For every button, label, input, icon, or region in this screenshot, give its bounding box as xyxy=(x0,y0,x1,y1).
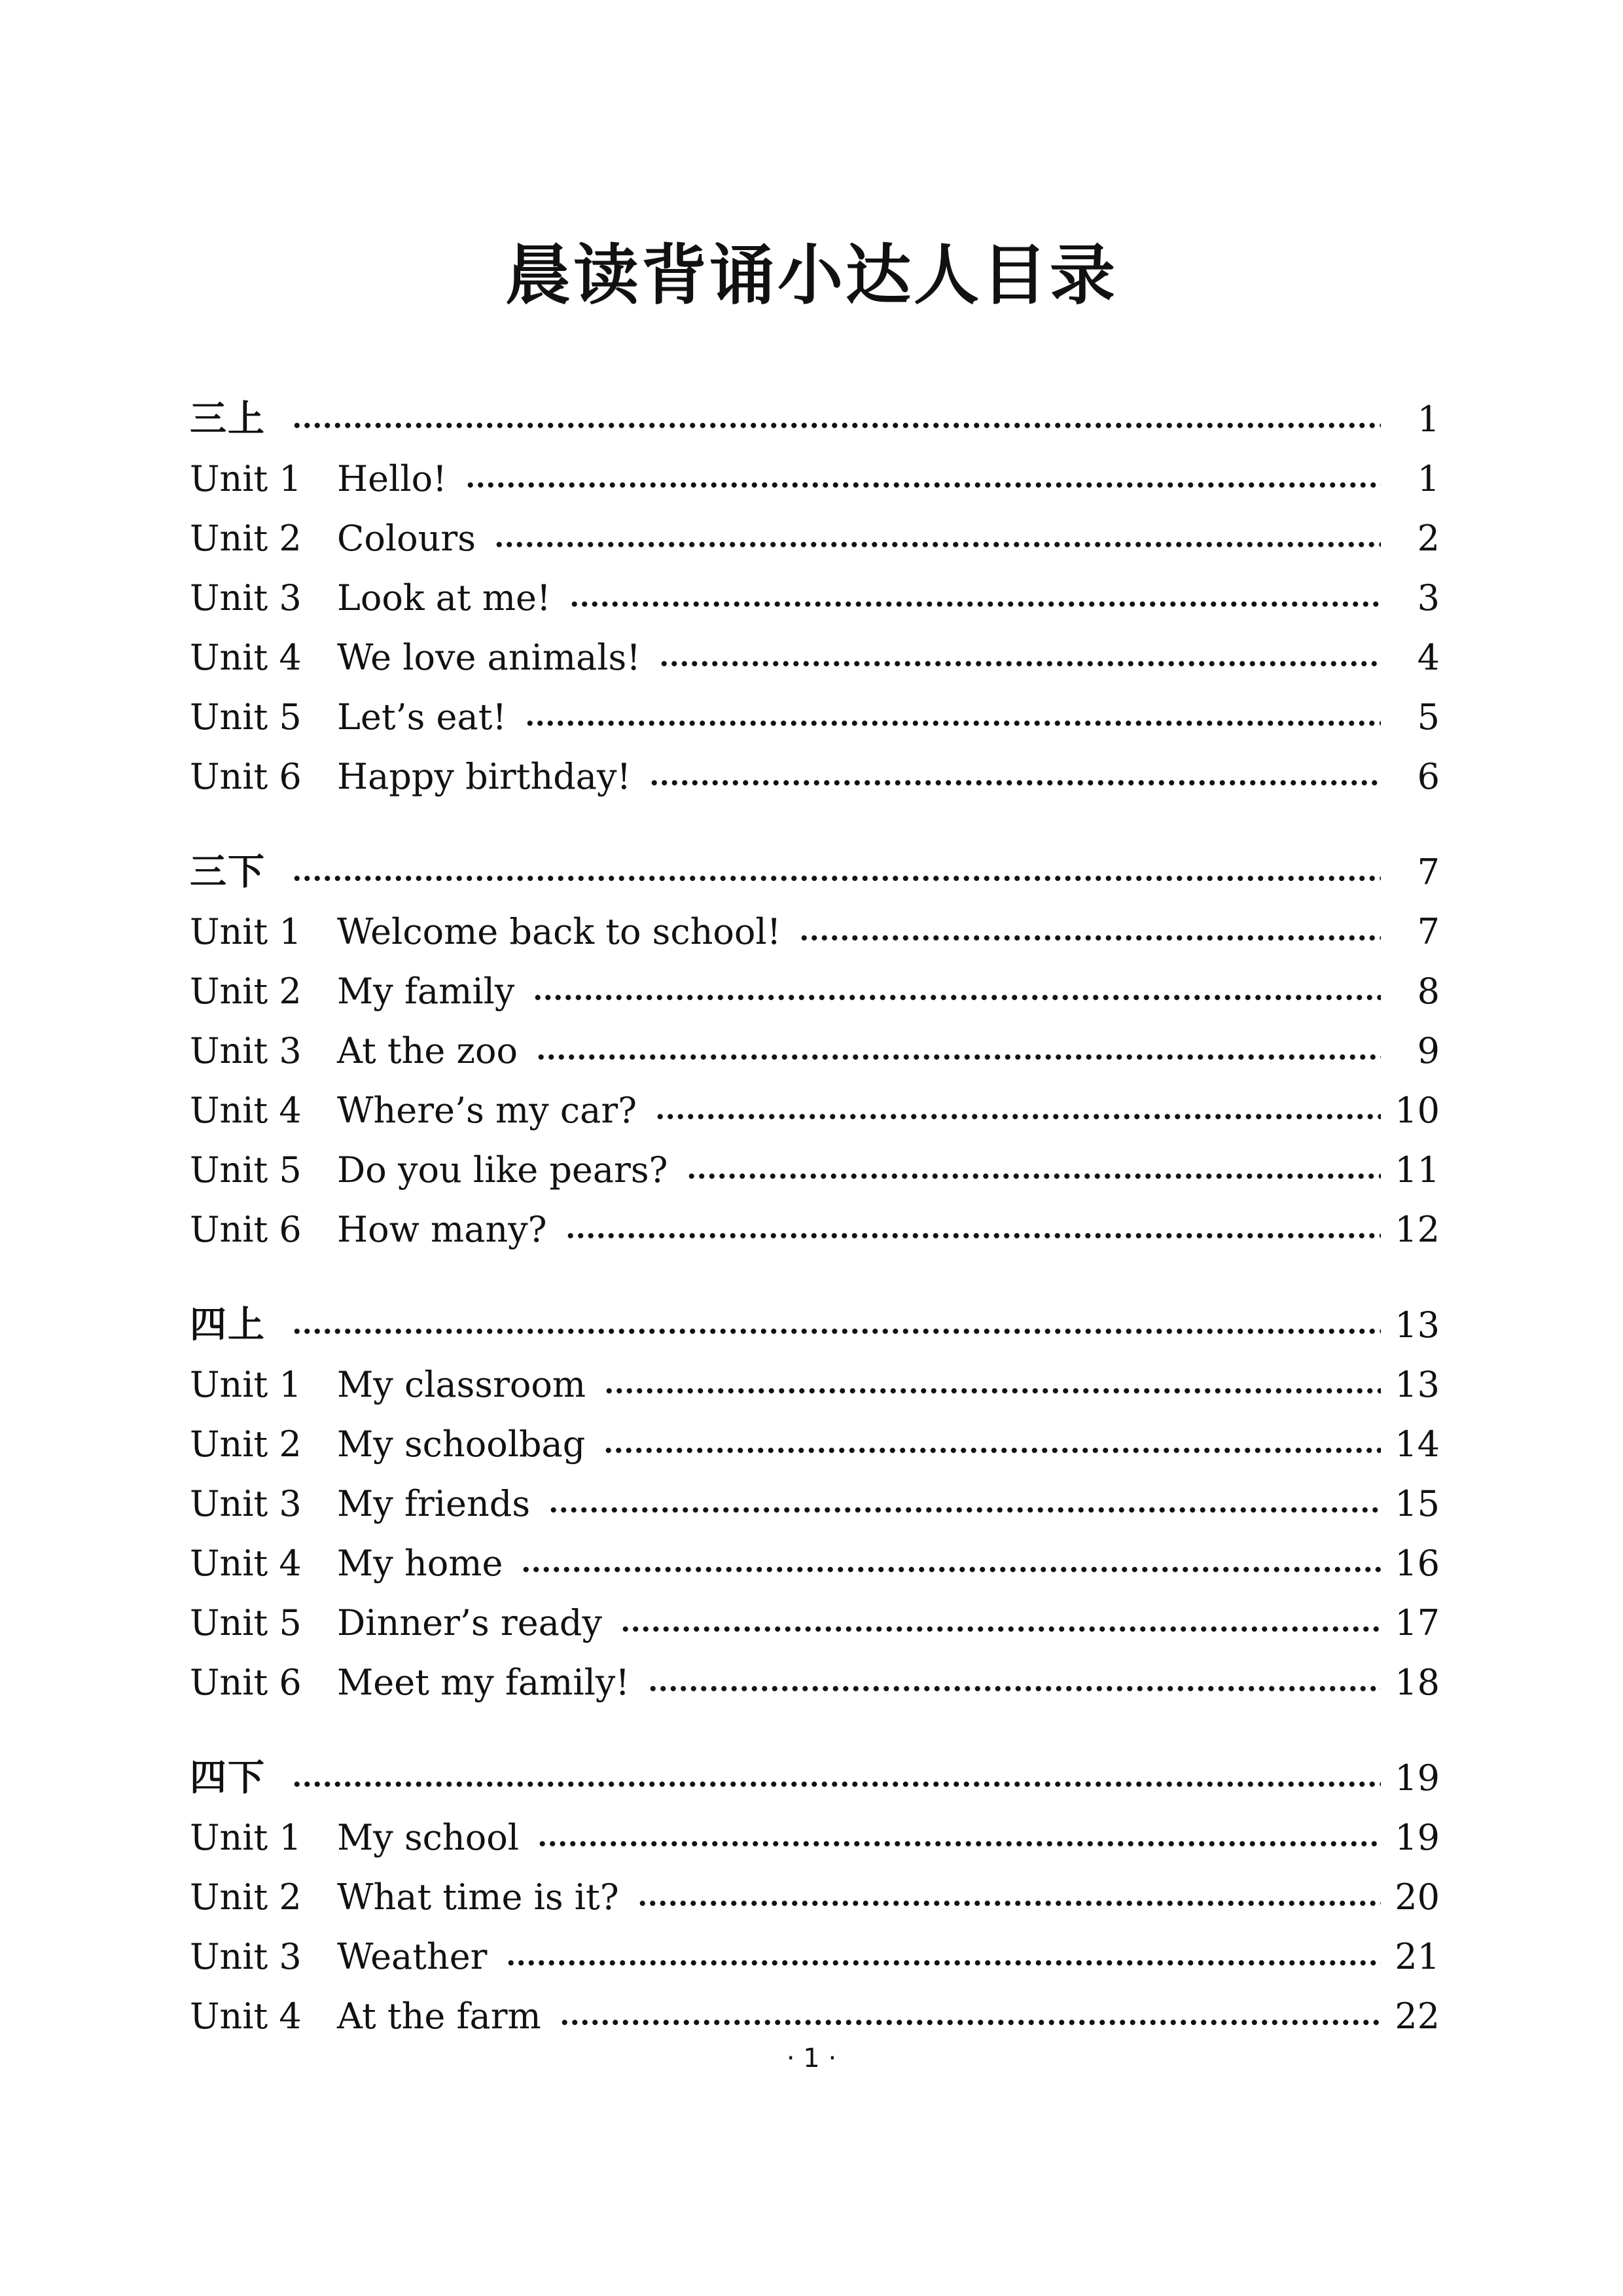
unit-page-number: 8 xyxy=(1417,971,1440,1012)
toc-entry[interactable] xyxy=(190,628,1440,687)
dot-leader xyxy=(533,994,1381,1001)
unit-page-number: 16 xyxy=(1395,1543,1440,1584)
toc-entry[interactable] xyxy=(190,747,1440,806)
unit-page-number: 7 xyxy=(1417,911,1440,952)
unit-page-number: 6 xyxy=(1417,756,1440,797)
dot-leader xyxy=(655,1113,1381,1121)
table-of-contents xyxy=(190,389,1440,2082)
dot-leader xyxy=(536,1053,1381,1061)
dot-leader xyxy=(569,600,1381,608)
unit-number: Unit 4 xyxy=(190,1996,302,2037)
unit-title: Let’s eat! xyxy=(337,696,507,738)
unit-title: My schoolbag xyxy=(337,1424,586,1465)
unit-page-number: 9 xyxy=(1417,1030,1440,1071)
unit-number: Unit 2 xyxy=(190,1424,302,1465)
dot-leader xyxy=(292,1780,1381,1788)
toc-section xyxy=(190,842,1440,1259)
toc-entry[interactable] xyxy=(190,1021,1440,1081)
unit-title: Weather xyxy=(337,1936,488,1977)
unit-title: My school xyxy=(337,1817,519,1858)
unit-number: Unit 1 xyxy=(190,1364,302,1405)
toc-entry[interactable] xyxy=(190,509,1440,568)
unit-title: At the farm xyxy=(337,1996,541,2037)
dot-leader xyxy=(560,2018,1381,2026)
dot-leader xyxy=(292,422,1381,429)
toc-entry[interactable] xyxy=(190,1200,1440,1259)
section-heading-label: 四下 xyxy=(190,1756,266,1799)
unit-title: Look at me! xyxy=(337,577,551,619)
dot-leader xyxy=(799,934,1381,942)
dot-leader xyxy=(537,1840,1381,1848)
dot-leader xyxy=(525,719,1381,727)
toc-section xyxy=(190,389,1440,806)
dot-leader xyxy=(465,481,1381,489)
unit-page-number: 13 xyxy=(1395,1364,1440,1405)
unit-number: Unit 6 xyxy=(190,1662,302,1703)
toc-entry[interactable] xyxy=(190,902,1440,961)
unit-number: Unit 2 xyxy=(190,1876,302,1918)
unit-title: Colours xyxy=(337,518,476,559)
toc-entry[interactable] xyxy=(190,449,1440,509)
unit-number: Unit 1 xyxy=(190,458,302,499)
dot-leader xyxy=(506,1959,1382,1967)
section-heading-label: 三上 xyxy=(190,397,266,440)
unit-number: Unit 5 xyxy=(190,1602,302,1643)
unit-page-number: 10 xyxy=(1395,1090,1440,1131)
dot-leader xyxy=(603,1446,1381,1454)
dot-leader xyxy=(637,1899,1381,1907)
unit-page-number: 5 xyxy=(1417,696,1440,738)
unit-page-number: 3 xyxy=(1417,577,1440,619)
toc-entry[interactable] xyxy=(190,1081,1440,1140)
unit-title: My classroom xyxy=(337,1364,586,1405)
toc-section-heading[interactable] xyxy=(190,1748,1440,1808)
dot-leader xyxy=(292,874,1381,882)
toc-entry[interactable] xyxy=(190,1927,1440,1986)
dot-leader xyxy=(687,1172,1381,1180)
unit-title: Meet my family! xyxy=(337,1662,630,1703)
unit-title: My family xyxy=(337,971,515,1012)
toc-entry[interactable] xyxy=(190,1355,1440,1414)
dot-leader xyxy=(521,1566,1381,1573)
unit-number: Unit 4 xyxy=(190,637,302,678)
unit-title: We love animals! xyxy=(337,637,641,678)
dot-leader xyxy=(659,660,1381,668)
dot-leader xyxy=(604,1387,1381,1395)
unit-title: Happy birthday! xyxy=(337,756,632,797)
unit-page-number: 17 xyxy=(1395,1602,1440,1643)
toc-section xyxy=(190,1295,1440,1712)
toc-entry[interactable] xyxy=(190,1808,1440,1867)
toc-section-heading[interactable] xyxy=(190,1295,1440,1355)
toc-entry[interactable] xyxy=(190,1534,1440,1593)
unit-page-number: 11 xyxy=(1395,1149,1440,1191)
unit-number: Unit 1 xyxy=(190,1817,302,1858)
unit-number: Unit 5 xyxy=(190,1149,302,1191)
unit-number: Unit 4 xyxy=(190,1090,302,1131)
unit-number: Unit 3 xyxy=(190,1936,302,1977)
unit-title: Do you like pears? xyxy=(337,1149,668,1191)
unit-page-number: 1 xyxy=(1417,458,1440,499)
dot-leader xyxy=(565,1232,1381,1240)
unit-number: Unit 2 xyxy=(190,971,302,1012)
unit-number: Unit 3 xyxy=(190,1030,302,1071)
unit-title: Welcome back to school! xyxy=(337,911,781,952)
section-page-number: 19 xyxy=(1395,1757,1440,1799)
toc-entry[interactable] xyxy=(190,1474,1440,1534)
toc-entry[interactable] xyxy=(190,961,1440,1021)
dot-leader xyxy=(548,1506,1381,1514)
unit-page-number: 22 xyxy=(1395,1996,1440,2037)
section-page-number: 7 xyxy=(1417,852,1440,893)
toc-section-heading[interactable] xyxy=(190,842,1440,902)
unit-page-number: 20 xyxy=(1395,1876,1440,1918)
unit-number: Unit 6 xyxy=(190,1209,302,1250)
dot-leader xyxy=(649,779,1381,787)
unit-title: How many? xyxy=(337,1209,547,1250)
dot-leader xyxy=(620,1625,1381,1633)
unit-title: What time is it? xyxy=(337,1876,619,1918)
toc-entry[interactable] xyxy=(190,1414,1440,1474)
page-title: 晨读背诵小达人目录 xyxy=(505,236,1118,314)
toc-entry[interactable] xyxy=(190,1986,1440,2046)
unit-number: Unit 1 xyxy=(190,911,302,952)
unit-page-number: 15 xyxy=(1395,1483,1440,1524)
toc-section xyxy=(190,1748,1440,2046)
unit-page-number: 12 xyxy=(1395,1209,1440,1250)
toc-entry[interactable] xyxy=(190,1593,1440,1653)
section-page-number: 13 xyxy=(1395,1304,1440,1346)
toc-entry[interactable] xyxy=(190,568,1440,628)
page-footer-number: · 1 · xyxy=(786,2043,837,2073)
unit-page-number: 14 xyxy=(1395,1424,1440,1465)
unit-page-number: 4 xyxy=(1417,637,1440,678)
unit-title: At the zoo xyxy=(337,1030,518,1071)
section-heading-label: 三下 xyxy=(190,850,266,893)
toc-entry[interactable] xyxy=(190,1140,1440,1200)
unit-number: Unit 4 xyxy=(190,1543,302,1584)
unit-title: Where’s my car? xyxy=(337,1090,637,1131)
toc-entry[interactable] xyxy=(190,1653,1440,1712)
unit-number: Unit 5 xyxy=(190,696,302,738)
unit-number: Unit 6 xyxy=(190,756,302,797)
section-heading-label: 四上 xyxy=(190,1303,266,1346)
toc-entry[interactable] xyxy=(190,1867,1440,1927)
unit-title: My friends xyxy=(337,1483,531,1524)
unit-page-number: 19 xyxy=(1395,1817,1440,1858)
unit-number: Unit 3 xyxy=(190,577,302,619)
dot-leader xyxy=(648,1685,1381,1693)
toc-section-heading[interactable] xyxy=(190,389,1440,449)
unit-title: Dinner’s ready xyxy=(337,1602,602,1643)
unit-title: Hello! xyxy=(337,458,447,499)
unit-page-number: 2 xyxy=(1417,518,1440,559)
dot-leader xyxy=(292,1327,1381,1335)
unit-title: My home xyxy=(337,1543,503,1584)
unit-page-number: 18 xyxy=(1395,1662,1440,1703)
unit-number: Unit 2 xyxy=(190,518,302,559)
unit-page-number: 21 xyxy=(1395,1936,1440,1977)
unit-number: Unit 3 xyxy=(190,1483,302,1524)
dot-leader xyxy=(494,541,1381,548)
toc-entry[interactable] xyxy=(190,687,1440,747)
section-page-number: 1 xyxy=(1417,399,1440,440)
